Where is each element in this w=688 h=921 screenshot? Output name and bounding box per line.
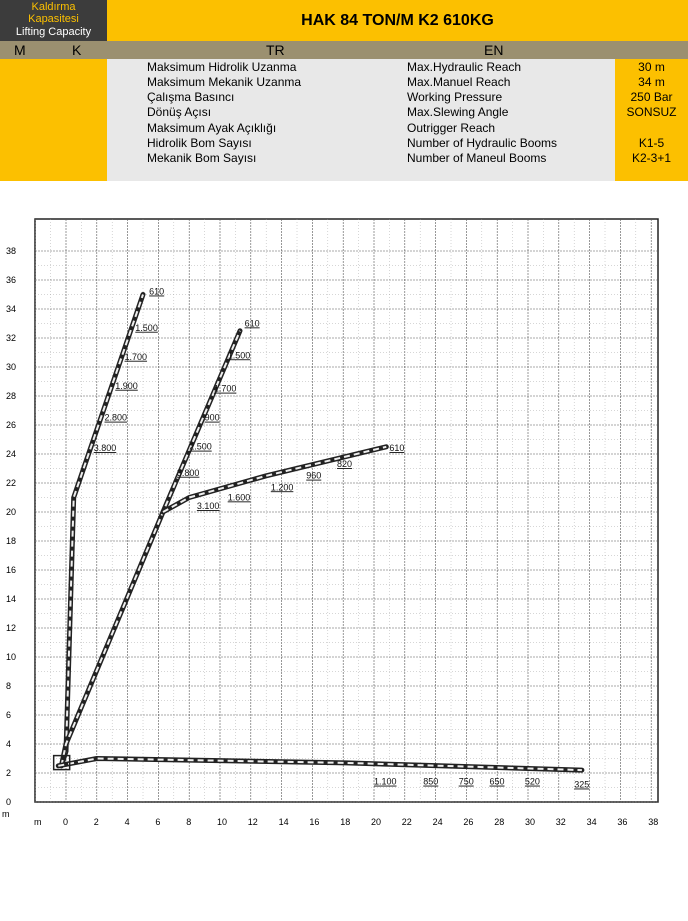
x-tick-label: 30 <box>525 817 536 827</box>
capacity-label: 520 <box>524 776 540 787</box>
chart-svg <box>0 205 688 921</box>
capacity-label: 3.100 <box>196 501 220 512</box>
spec-row <box>0 60 688 75</box>
spec-value: K2-3+1 <box>631 151 672 165</box>
capacity-label: 1.500 <box>227 350 251 361</box>
capacity-label: 610 <box>389 443 405 454</box>
x-tick-label: 16 <box>309 817 320 827</box>
y-tick-label: 28 <box>6 391 17 401</box>
x-tick-label: 34 <box>586 817 597 827</box>
capacity-label: 2.500 <box>189 441 212 452</box>
y-tick-label: 24 <box>6 449 17 459</box>
y-tick-label: 14 <box>6 594 17 604</box>
spec-en: Max.Manuel Reach <box>407 75 511 89</box>
x-tick-label: 20 <box>371 817 382 827</box>
spec-en: Max.Hydraulic Reach <box>407 60 522 74</box>
spec-en: Number of Hydraulic Booms <box>407 136 558 150</box>
spec-value: SONSUZ <box>626 105 677 119</box>
y-tick-label: 30 <box>6 362 17 372</box>
x-tick-label: 8 <box>186 817 192 827</box>
y-axis-label: m <box>2 809 10 819</box>
x-tick-label: 28 <box>494 817 505 827</box>
capacity-label: 750 <box>458 776 474 787</box>
capacity-label: 850 <box>423 776 439 787</box>
y-tick-label: 6 <box>6 710 12 720</box>
spec-value: 34 m <box>638 75 665 89</box>
y-tick-label: 38 <box>6 246 17 256</box>
logo-line-2: Kapasitesi <box>28 13 79 25</box>
spec-value: 30 m <box>638 60 665 74</box>
spec-row <box>0 105 688 120</box>
y-tick-label: 2 <box>6 768 12 778</box>
capacity-label: 820 <box>337 459 353 470</box>
spec-tr: Maksimum Mekanik Uzanma <box>147 75 302 89</box>
y-tick-label: 18 <box>6 536 17 546</box>
x-tick-label: 2 <box>93 817 99 827</box>
x-tick-label: 38 <box>648 817 659 827</box>
spec-en: Working Pressure <box>407 90 503 104</box>
capacity-label: 650 <box>489 776 505 787</box>
x-tick-label: 22 <box>401 817 412 827</box>
spec-table <box>0 59 688 181</box>
spec-row <box>0 136 688 151</box>
capacity-label: 3.800 <box>93 443 117 454</box>
capacity-label: 1.900 <box>115 380 138 391</box>
capacity-label: 1.100 <box>374 776 397 787</box>
x-tick-label: 14 <box>278 817 289 827</box>
column-tr: TR <box>266 42 285 58</box>
spec-row <box>0 90 688 105</box>
y-tick-label: 10 <box>6 652 17 662</box>
y-tick-label: 16 <box>6 565 17 575</box>
spec-en: Outrigger Reach <box>407 121 496 135</box>
page-title: HAK 84 TON/M K2 610KG <box>107 0 688 41</box>
x-tick-label: 4 <box>124 817 130 827</box>
spec-tr: Maksimum Hidrolik Uzanma <box>147 60 297 74</box>
capacity-label: 1.200 <box>270 482 294 493</box>
capacity-label: 3.800 <box>176 467 200 478</box>
spec-row <box>0 75 688 90</box>
y-tick-label: 0 <box>6 797 12 807</box>
column-en: EN <box>484 42 504 58</box>
y-tick-label: 4 <box>6 739 12 749</box>
capacity-label: 1.600 <box>227 492 251 503</box>
plot-frame <box>35 219 658 802</box>
y-tick-label: 8 <box>6 681 12 691</box>
logo-line-1: Kaldırma <box>31 1 76 13</box>
x-axis-label: m <box>34 817 42 827</box>
capacity-label: 1.700 <box>124 351 148 362</box>
capacity-label: 610 <box>149 286 165 297</box>
capacity-label: 2.800 <box>104 412 128 423</box>
x-tick-label: 36 <box>617 817 628 827</box>
x-tick-label: 6 <box>155 817 161 827</box>
x-tick-label: 18 <box>340 817 351 827</box>
x-tick-label: 10 <box>217 817 228 827</box>
lifting-capacity-chart <box>0 205 688 921</box>
x-tick-label: 32 <box>555 817 566 827</box>
x-tick-label: 24 <box>432 817 443 827</box>
capacity-label: 1.500 <box>135 322 158 333</box>
y-tick-label: 26 <box>6 420 17 430</box>
column-header-row <box>0 41 688 59</box>
spec-en: Number of Maneul Booms <box>407 151 547 165</box>
capacity-label: 325 <box>574 779 590 790</box>
capacity-label: 1.700 <box>213 383 237 394</box>
spec-tr: Maksimum Ayak Açıklığı <box>147 121 277 135</box>
spec-row <box>0 121 688 136</box>
spec-value: 250 Bar <box>630 90 673 104</box>
spec-value: K1-5 <box>638 136 665 150</box>
x-tick-label: 26 <box>463 817 474 827</box>
y-tick-label: 12 <box>6 623 17 633</box>
spec-tr: Çalışma Basıncı <box>147 90 235 104</box>
spec-en: Max.Slewing Angle <box>407 105 509 119</box>
y-tick-label: 22 <box>6 478 17 488</box>
capacity-label: 900 <box>204 412 220 423</box>
logo-block <box>0 0 107 41</box>
y-tick-label: 32 <box>6 333 17 343</box>
y-tick-label: 34 <box>6 304 17 314</box>
y-tick-label: 20 <box>6 507 17 517</box>
column-m: M <box>14 42 26 58</box>
spec-tr: Hidrolik Bom Sayısı <box>147 136 252 150</box>
x-tick-label: 12 <box>247 817 258 827</box>
logo-line-3: Lifting Capacity <box>15 26 92 38</box>
column-k: K <box>72 42 82 58</box>
spec-tr: Mekanik Bom Sayısı <box>147 151 257 165</box>
capacity-label: 610 <box>244 318 260 329</box>
capacity-label: 960 <box>306 470 322 481</box>
spec-tr: Dönüş Açısı <box>147 105 212 119</box>
x-tick-label: 0 <box>63 817 69 827</box>
spec-row <box>0 151 688 166</box>
y-tick-label: 36 <box>6 275 17 285</box>
